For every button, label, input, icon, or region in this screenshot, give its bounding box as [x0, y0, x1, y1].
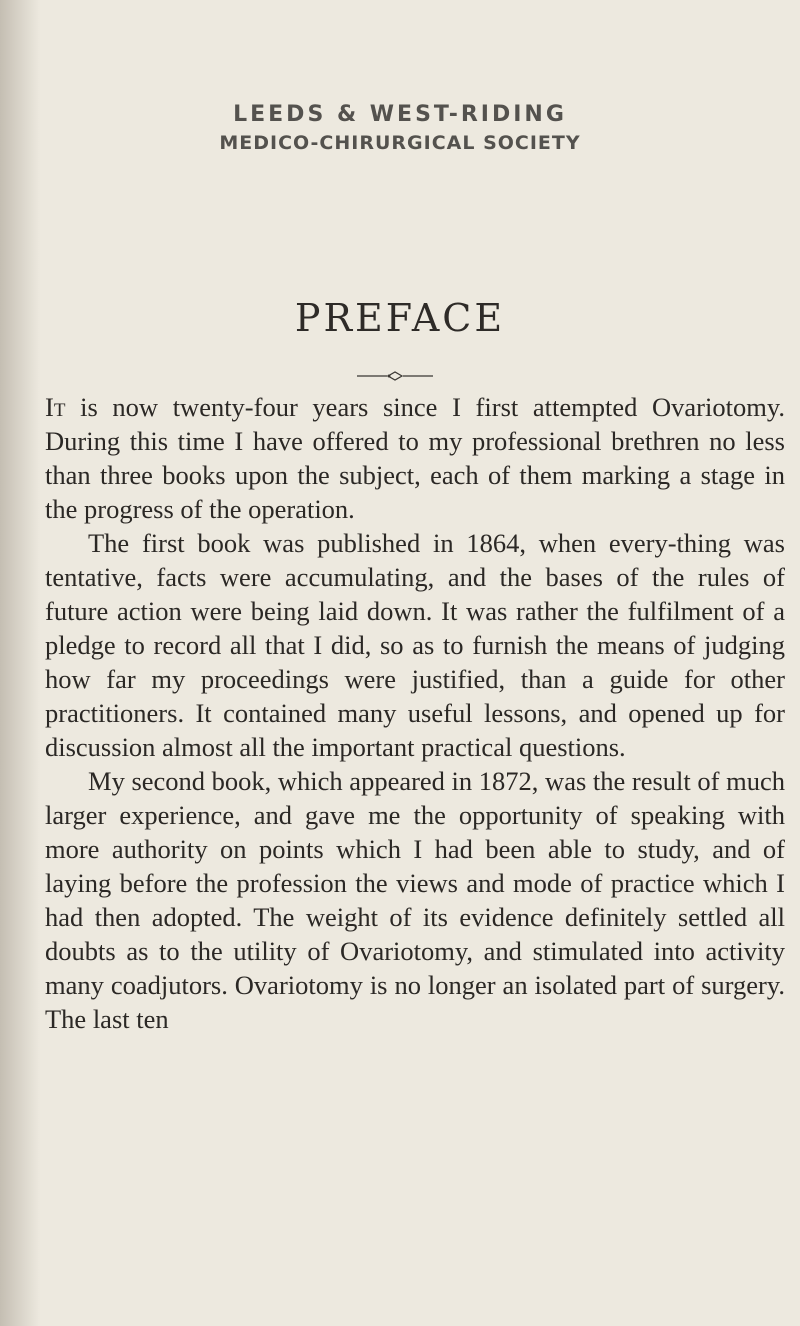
ornament-rule-icon — [355, 370, 435, 382]
paragraph-2: The first book was published in 1864, when every-thing was tentative, facts were accumulating, and the bases of the rules of future action were being laid down. It was rather the fulfilment of a pledge to record all that I did, so as to furnish the means of judging how far my proceedings were justified, than a guide for other practitioners. It contained many useful lessons, and opened up for discussion almost all the important practical questions. — [45, 528, 785, 762]
preface-body — [45, 390, 785, 1036]
paragraph-3: My second book, which appeared in 1872, was the result of much larger experience, and gave me the opportunity of speaking with more authority on points which I had been able to study, and of laying before the profession the views and mode of practice which I had then adopted. The weight of its evidence definitely settled all doubts as to the utility of Ovariotomy, and stimulated into activity many coadjutors. Ovariotomy is no longer an isolated part of surgery. The last ten — [45, 766, 785, 1034]
library-stamp-line-2: MEDICO-CHIRURGICAL SOCIETY — [219, 132, 581, 154]
library-stamp-line-1: LEEDS & WEST-RIDING — [233, 102, 567, 127]
paragraph-1 — [45, 390, 785, 526]
paragraph-1-text: is now twenty-four years since I first attempted Ovariotomy. During this time I have offered to my professional brethren no less than three books upon the subject, each of them marking a stage in the progress of the operation. — [45, 392, 785, 524]
paragraph-1-lead: It — [45, 392, 66, 422]
page-gutter-shadow — [0, 0, 40, 1326]
page-title: PREFACE — [294, 296, 506, 340]
